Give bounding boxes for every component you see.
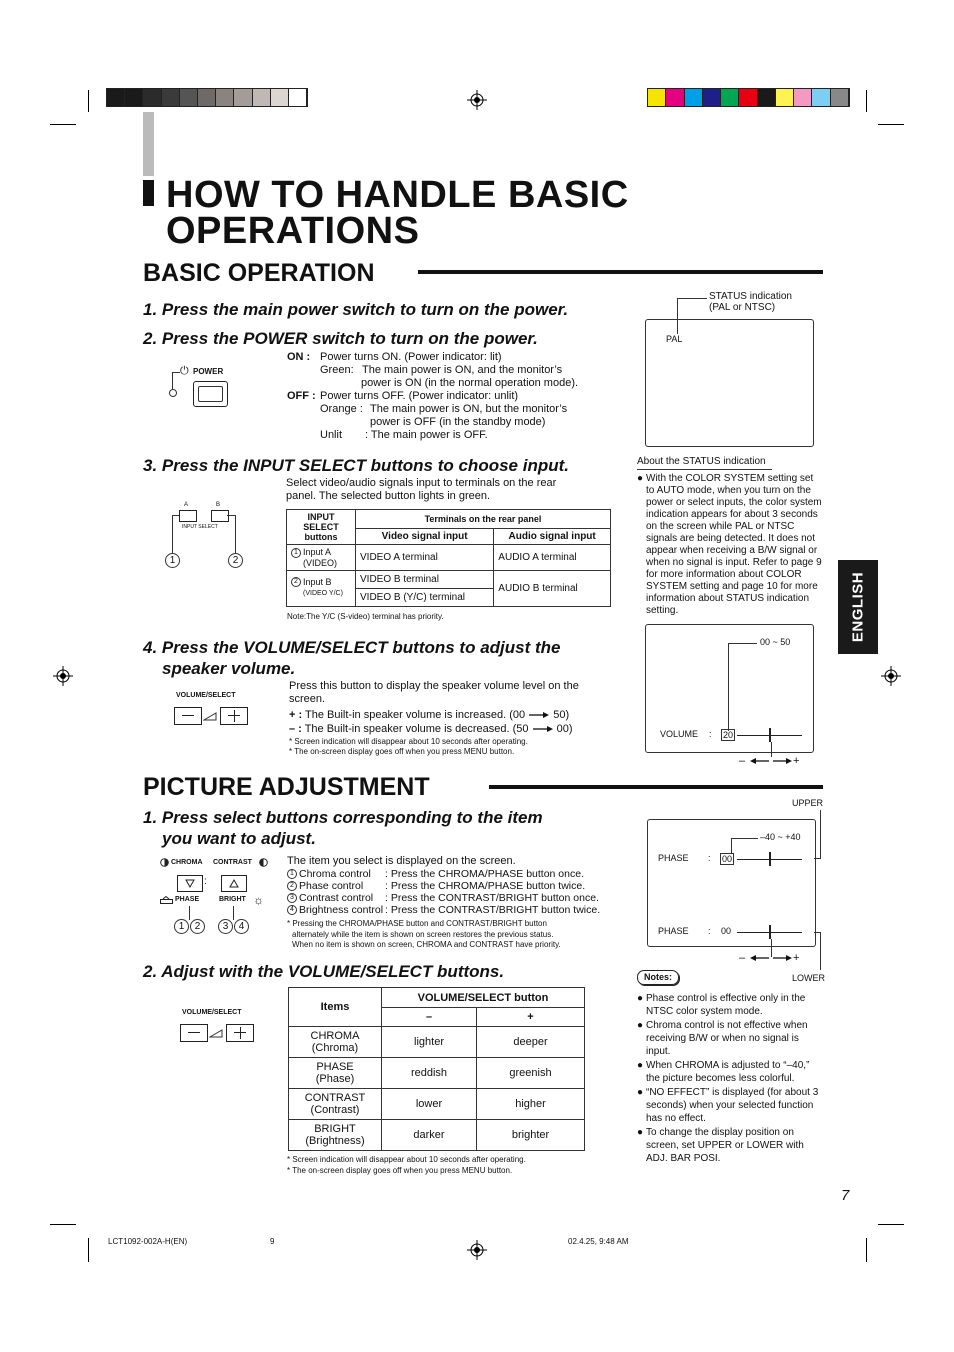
row-item: PHASE bbox=[316, 1061, 354, 1073]
crop-mark bbox=[866, 90, 867, 112]
crop-mark bbox=[878, 1224, 904, 1225]
basic-step-4-line2: speaker volume. bbox=[162, 659, 296, 678]
swatch bbox=[234, 89, 252, 106]
grayscale-registration-bar bbox=[106, 88, 308, 107]
chroma-label: CHROMA bbox=[171, 859, 203, 866]
volume-minus-button[interactable] bbox=[174, 707, 202, 725]
cell-video-a: VIDEO A terminal bbox=[356, 545, 494, 571]
row-input-b bbox=[287, 570, 356, 606]
swatch bbox=[271, 89, 289, 106]
swatch bbox=[739, 89, 757, 106]
arrow-left-icon bbox=[750, 757, 770, 765]
minus-end: 00) bbox=[556, 723, 573, 735]
note-item bbox=[637, 1086, 823, 1125]
crop-mark bbox=[866, 1238, 867, 1262]
row-plus: deeper bbox=[477, 1027, 585, 1058]
bright-icon: ☼ bbox=[253, 893, 264, 907]
note-text: Phase control is effective only in the NTSC color system mode. bbox=[646, 993, 806, 1017]
arrow-right-icon bbox=[772, 954, 792, 962]
phase-bar-marker-top bbox=[769, 852, 771, 866]
step4-desc-1: Press this button to display the speaker volume level on the bbox=[289, 680, 579, 692]
bullet-icon: ● bbox=[637, 1127, 644, 1138]
volume-minus-button-2[interactable] bbox=[180, 1024, 208, 1042]
note-item bbox=[637, 992, 823, 1018]
step4-note-2: * The on-screen display goes off when you press MENU button. bbox=[289, 747, 515, 756]
basic-step-3: 3. Press the INPUT SELECT buttons to choose input. bbox=[143, 456, 569, 475]
input-a-name: Input A bbox=[303, 547, 332, 557]
note-text: To change the display position on screen, set UPPER or LOWER with ADJ. BAR POSI. bbox=[646, 1127, 804, 1164]
swatch bbox=[812, 89, 830, 106]
step3-desc-2: panel. The selected button lights in green. bbox=[286, 490, 491, 502]
notes-title: Notes: bbox=[644, 972, 673, 982]
crop-mark bbox=[878, 124, 904, 125]
basic-step-1: 1. Press the main power switch to turn on the power. bbox=[143, 300, 569, 319]
volume-plus-desc bbox=[289, 709, 569, 722]
input-b-button[interactable] bbox=[211, 510, 229, 522]
phase-bar-marker-bottom bbox=[769, 925, 771, 939]
swatch bbox=[289, 89, 307, 106]
row-plus: brighter bbox=[477, 1120, 585, 1151]
phase-label-top: PHASE bbox=[658, 853, 689, 863]
phase-label: PHASE bbox=[175, 896, 200, 903]
notes-list bbox=[637, 992, 823, 1165]
row-minus: lighter bbox=[382, 1027, 477, 1058]
power-states bbox=[287, 351, 617, 442]
unlit-text: : The main power is OFF. bbox=[365, 429, 488, 441]
swatch bbox=[198, 89, 216, 106]
minus-key: – : bbox=[289, 723, 302, 735]
volume-range: 00 ~ 50 bbox=[760, 637, 791, 647]
power-indicator bbox=[169, 389, 177, 397]
page-number: 7 bbox=[841, 1187, 850, 1204]
upper-label: UPPER bbox=[792, 798, 824, 808]
input-b-sub: (VIDEO Y/C) bbox=[303, 590, 343, 598]
swatch bbox=[143, 89, 161, 106]
bullet-icon: ● bbox=[637, 993, 644, 1004]
phase-icon bbox=[160, 896, 173, 904]
picture-item bbox=[287, 880, 617, 892]
crop-mark bbox=[50, 1224, 76, 1225]
contrast-label: CONTRAST bbox=[213, 859, 252, 866]
arrow-right-icon bbox=[528, 711, 550, 719]
leader-line bbox=[189, 906, 190, 920]
row-item: BRIGHT bbox=[314, 1123, 356, 1135]
item-number: 2 bbox=[287, 881, 297, 891]
input-a-button[interactable] bbox=[179, 510, 197, 522]
volume-wedge-icon bbox=[203, 711, 217, 721]
phase-label-bottom: PHASE bbox=[658, 926, 689, 936]
callout-3: 3 bbox=[218, 919, 233, 934]
adjustment-table bbox=[288, 987, 585, 1151]
contrast-icon bbox=[259, 858, 268, 867]
item-number: 3 bbox=[287, 893, 297, 903]
th-plus: + bbox=[477, 1008, 585, 1027]
phase-range: –40 ~ +40 bbox=[760, 832, 801, 842]
picture-items-list bbox=[287, 868, 617, 916]
minus-text: The Built-in speaker volume is decreased. (50 bbox=[304, 723, 529, 735]
num-1: 1 bbox=[291, 548, 301, 558]
note-item bbox=[637, 1126, 823, 1165]
th-input-select: INPUT SELECT buttons bbox=[287, 510, 356, 545]
volume-pointer-line bbox=[771, 742, 772, 757]
swatch bbox=[180, 89, 198, 106]
bullet-icon: ● bbox=[637, 1020, 644, 1031]
bullet-icon: ● bbox=[637, 473, 644, 484]
registration-mark-icon bbox=[881, 666, 901, 686]
swatch bbox=[666, 89, 684, 106]
item-name: Contrast control bbox=[299, 892, 374, 904]
row-input-a bbox=[287, 545, 356, 571]
step3-desc-1: Select video/audio signals input to terminals on the rear bbox=[286, 477, 557, 489]
volume-minus-desc bbox=[289, 723, 573, 736]
cell-video-b-yc: VIDEO B (Y/C) terminal bbox=[356, 588, 494, 606]
lower-label: LOWER bbox=[792, 973, 826, 983]
status-about-underline bbox=[637, 469, 772, 470]
row-minus: reddish bbox=[382, 1058, 477, 1089]
section-rule bbox=[489, 785, 823, 789]
picture-item bbox=[287, 868, 617, 880]
picture-step-1-line2: you want to adjust. bbox=[162, 829, 316, 848]
picture-item bbox=[287, 892, 617, 904]
leader-line bbox=[677, 298, 707, 299]
row-sub: (Contrast) bbox=[310, 1104, 360, 1116]
row-plus: higher bbox=[477, 1089, 585, 1120]
crop-mark bbox=[88, 90, 89, 112]
row-sub: (Chroma) bbox=[311, 1042, 359, 1054]
row-sub: (Brightness) bbox=[305, 1135, 365, 1147]
leader-line bbox=[233, 906, 234, 920]
phase-colon-bottom: : bbox=[708, 926, 711, 936]
table-note-2: * The on-screen display goes off when you press MENU button. bbox=[287, 1166, 513, 1175]
footer-date: 02.4.25, 9:48 AM bbox=[568, 1237, 629, 1246]
status-label-2: (PAL or NTSC) bbox=[709, 302, 776, 313]
press-note-3: When no item is shown on screen, CHROMA and CONTRAST have priority. bbox=[292, 940, 561, 949]
step4-note-1: * Screen indication will disappear about 10 seconds after operating. bbox=[289, 737, 528, 746]
leader-line bbox=[731, 838, 758, 839]
note-text: When CHROMA is adjusted to “–40,” the picture becomes less colorful. bbox=[646, 1060, 810, 1084]
swatch bbox=[253, 89, 271, 106]
press-note-2: alternately while the item is shown on screen restores the previous status. bbox=[292, 930, 554, 939]
arrow-left-icon bbox=[750, 954, 770, 962]
on-key: ON : bbox=[287, 351, 311, 363]
note-item bbox=[637, 1059, 823, 1085]
bullet-icon: ● bbox=[637, 1087, 644, 1098]
note-text: Chroma control is not effective when receiving B/W or when no signal is input. bbox=[646, 1020, 808, 1057]
picture-step-2: 2. Adjust with the VOLUME/SELECT buttons. bbox=[143, 962, 505, 981]
arrow-right-icon bbox=[772, 757, 792, 765]
item-name: Brightness control bbox=[299, 904, 384, 916]
swatch bbox=[703, 89, 721, 106]
cell-audio-b: AUDIO B terminal bbox=[494, 570, 611, 606]
swatch bbox=[758, 89, 776, 106]
row-minus: darker bbox=[382, 1120, 477, 1151]
swatch bbox=[162, 89, 180, 106]
indicator-line bbox=[172, 372, 173, 389]
language-tab bbox=[838, 560, 878, 654]
leader-line bbox=[728, 643, 757, 644]
callout-1: 1 bbox=[174, 919, 189, 934]
arrow-right-icon bbox=[532, 725, 554, 733]
footer-code: LCT1092-002A-H(EN) bbox=[108, 1237, 188, 1246]
volume-select-label-2: VOLUME/SELECT bbox=[182, 1009, 242, 1016]
leader-line bbox=[227, 515, 235, 516]
leader-line bbox=[820, 932, 821, 970]
status-label-1: STATUS indication bbox=[709, 291, 792, 302]
item-action: : Press the CHROMA/PHASE button twice. bbox=[385, 880, 586, 892]
phase-panel-minus: – bbox=[739, 952, 746, 964]
section-heading-basic: BASIC OPERATION bbox=[143, 259, 375, 287]
callout-2: 2 bbox=[190, 919, 205, 934]
table-row bbox=[289, 1089, 585, 1120]
page-title-line2: OPERATIONS bbox=[166, 210, 420, 252]
th-volume-select: VOLUME/SELECT button bbox=[382, 988, 585, 1008]
phase-value-top: 00 bbox=[722, 854, 733, 864]
input-b-name: Input B bbox=[303, 576, 332, 587]
volume-value: 20 bbox=[723, 730, 734, 740]
plus-key: + : bbox=[289, 709, 303, 721]
th-video: Video signal input bbox=[356, 529, 494, 545]
item-number: 4 bbox=[287, 905, 297, 915]
row-item: CHROMA bbox=[310, 1030, 360, 1042]
registration-mark-icon bbox=[467, 1240, 487, 1260]
swatch bbox=[794, 89, 812, 106]
crop-mark bbox=[50, 124, 76, 125]
title-marker bbox=[143, 180, 154, 206]
swatch bbox=[107, 89, 125, 106]
footer-page: 9 bbox=[270, 1237, 275, 1246]
orange-key: Orange : bbox=[320, 403, 363, 415]
phase-panel-plus: + bbox=[793, 952, 800, 964]
button-a-label: A bbox=[184, 502, 189, 508]
off-text: Power turns OFF. (Power indicator: unlit) bbox=[320, 390, 519, 402]
basic-step-2: 2. Press the POWER switch to turn on the power. bbox=[143, 329, 538, 348]
volume-colon: : bbox=[709, 729, 712, 739]
table-note: Note:The Y/C (S-video) terminal has priority. bbox=[287, 612, 444, 621]
phase-value-bottom: 00 bbox=[721, 926, 732, 936]
plus-text: The Built-in speaker volume is increased. (00 bbox=[305, 709, 526, 721]
status-about-text: With the COLOR SYSTEM setting set to AUTO mode, when you turn on the power or select inputs, the color system indication appears for about 3 seconds on the screen while PAL or NTSC signals are being detected. It does not appear when receiving a B/W signal or when no signal is input. Refer to page 9 for more information about COLOR SYSTEM setting and page 10 for more information about STATUS indication setting. bbox=[646, 473, 822, 616]
contrast-bright-button[interactable] bbox=[221, 875, 247, 892]
power-switch-button[interactable] bbox=[193, 381, 228, 407]
status-about-title: About the STATUS indication bbox=[637, 456, 766, 467]
input-a-sub: (VIDEO) bbox=[303, 557, 338, 568]
picture-item bbox=[287, 904, 617, 916]
power-label: POWER bbox=[193, 367, 224, 376]
orange-text-1: The main power is ON, but the monitor’s bbox=[370, 403, 568, 415]
cell-video-b: VIDEO B terminal bbox=[356, 570, 494, 588]
status-about-item bbox=[637, 473, 823, 617]
item-action: : Press the CHROMA/PHASE button once. bbox=[385, 868, 584, 880]
registration-mark-icon bbox=[467, 90, 487, 110]
crop-mark bbox=[88, 1238, 89, 1262]
status-screen bbox=[645, 319, 814, 447]
notes-badge bbox=[637, 970, 679, 985]
on-text: Power turns ON. (Power indicator: lit) bbox=[320, 351, 502, 363]
table-row bbox=[289, 1120, 585, 1151]
table-note-1: * Screen indication will disappear about 10 seconds after operating. bbox=[287, 1155, 526, 1164]
note-text: “NO EFFECT” is displayed (for about 3 seconds) when your selected function has no effect. bbox=[646, 1087, 819, 1124]
registration-mark-icon bbox=[53, 666, 73, 686]
leader-line bbox=[820, 810, 821, 858]
callout-2: 2 bbox=[228, 553, 243, 568]
volume-panel-minus: – bbox=[739, 755, 746, 767]
language-tab-label: ENGLISH bbox=[849, 571, 867, 643]
swatch bbox=[685, 89, 703, 106]
status-screen-text: PAL bbox=[666, 334, 683, 344]
volume-select-label: VOLUME/SELECT bbox=[176, 692, 236, 699]
color-registration-bar bbox=[647, 88, 850, 107]
item-name: Phase control bbox=[299, 880, 364, 892]
section-heading-picture: PICTURE ADJUSTMENT bbox=[143, 773, 430, 801]
bullet-icon: ● bbox=[637, 1060, 644, 1071]
table-row bbox=[289, 1058, 585, 1089]
swatch bbox=[648, 89, 666, 106]
row-sub: (Phase) bbox=[315, 1073, 355, 1085]
leader-line bbox=[731, 838, 732, 854]
volume-panel-plus: + bbox=[793, 755, 800, 767]
bright-label: BRIGHT bbox=[219, 896, 246, 903]
num-2: 2 bbox=[291, 577, 301, 587]
chroma-icon bbox=[160, 858, 169, 867]
row-item: CONTRAST bbox=[304, 1092, 366, 1104]
item-action: : Press the CONTRAST/BRIGHT button once. bbox=[385, 892, 599, 904]
volume-plus-button-2[interactable] bbox=[226, 1024, 254, 1042]
row-plus: greenish bbox=[477, 1058, 585, 1089]
green-text-1: The main power is ON, and the monitor’s bbox=[362, 364, 563, 376]
table-row bbox=[289, 1027, 585, 1058]
swatch bbox=[216, 89, 234, 106]
callout-4: 4 bbox=[234, 919, 249, 934]
volume-plus-button[interactable] bbox=[220, 707, 248, 725]
note-item bbox=[637, 1019, 823, 1058]
button-colon: : bbox=[204, 876, 207, 887]
chroma-phase-button[interactable] bbox=[177, 875, 203, 892]
item-number: 1 bbox=[287, 869, 297, 879]
picture-desc-intro: The item you select is displayed on the screen. bbox=[287, 855, 516, 867]
step4-desc-2: screen. bbox=[289, 693, 326, 705]
leader-line bbox=[728, 643, 729, 731]
swatch bbox=[125, 89, 143, 106]
volume-wedge-icon bbox=[209, 1028, 223, 1038]
green-text-2: power is ON (in the normal operation mode). bbox=[361, 377, 579, 389]
input-select-label: INPUT SELECT bbox=[182, 524, 218, 530]
button-b-label: B bbox=[216, 502, 221, 508]
leader-line bbox=[172, 515, 179, 516]
unlit-key: Unlit bbox=[320, 429, 343, 441]
section-rule bbox=[418, 270, 823, 274]
swatch bbox=[721, 89, 739, 106]
plus-end: 50) bbox=[553, 709, 570, 721]
th-terminals: Terminals on the rear panel bbox=[356, 510, 611, 529]
volume-bar-marker bbox=[769, 728, 771, 742]
item-action: : Press the CONTRAST/BRIGHT button twice. bbox=[385, 904, 601, 916]
cell-audio-a: AUDIO A terminal bbox=[494, 545, 611, 571]
basic-step-4-line1: 4. Press the VOLUME/SELECT buttons to adjust the bbox=[143, 638, 561, 657]
picture-step-1-line1: 1. Press select buttons corresponding to the item bbox=[143, 808, 543, 827]
power-symbol-icon: ⏻ bbox=[180, 365, 189, 377]
phase-colon-top: : bbox=[708, 853, 711, 863]
orange-text-2: power is OFF (in the standby mode) bbox=[370, 416, 546, 428]
page-title-line1: HOW TO HANDLE BASIC bbox=[166, 174, 629, 216]
green-key: Green: bbox=[320, 364, 354, 376]
indicator-line bbox=[172, 372, 180, 373]
th-minus: – bbox=[382, 1008, 477, 1027]
swatch bbox=[776, 89, 794, 106]
callout-1: 1 bbox=[165, 553, 180, 568]
leader-line bbox=[172, 515, 173, 553]
th-items: Items bbox=[289, 988, 382, 1027]
swatch bbox=[831, 89, 849, 106]
th-audio: Audio signal input bbox=[494, 529, 611, 545]
press-note-1: * Pressing the CHROMA/PHASE button and CONTRAST/BRIGHT button bbox=[287, 919, 547, 928]
off-key: OFF : bbox=[287, 390, 316, 402]
input-select-table bbox=[286, 509, 611, 607]
left-gray-bar bbox=[143, 112, 154, 176]
row-minus: lower bbox=[382, 1089, 477, 1120]
leader-line bbox=[235, 515, 236, 553]
item-name: Chroma control bbox=[299, 868, 371, 880]
volume-label: VOLUME bbox=[660, 729, 699, 739]
